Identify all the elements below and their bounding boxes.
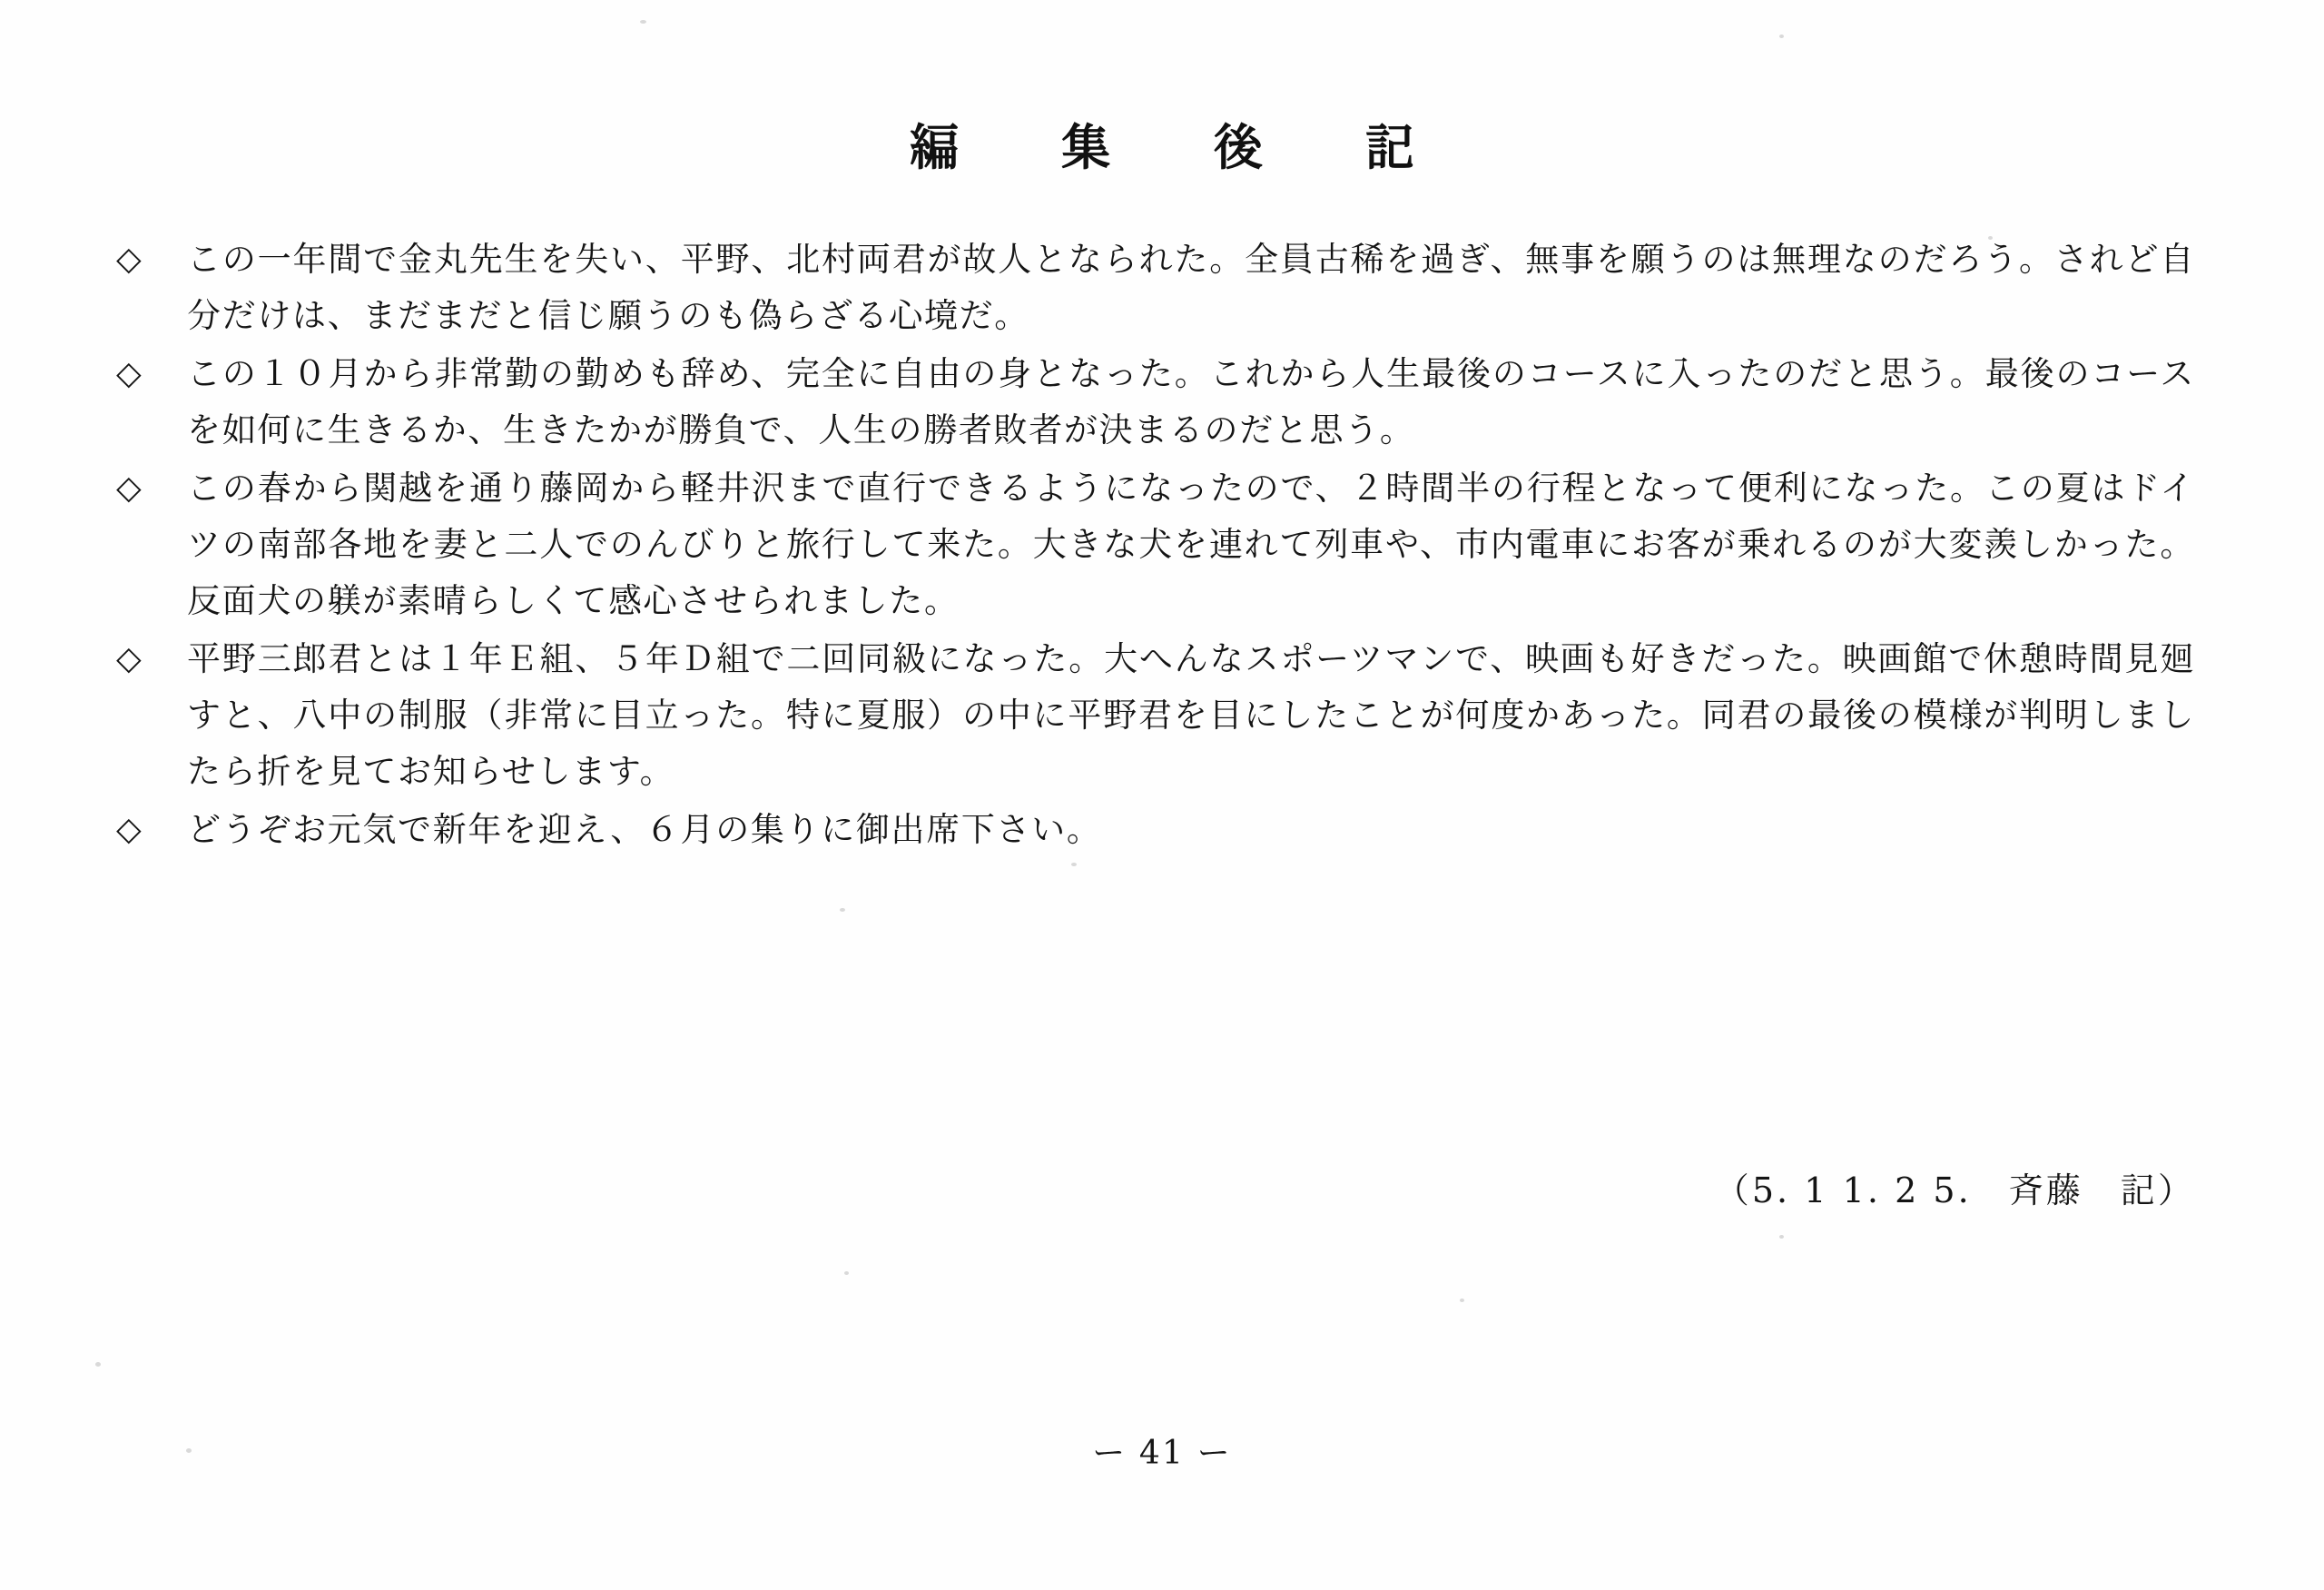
- diamond-bullet-icon: ◇: [116, 241, 143, 278]
- paragraph: [116, 346, 2195, 459]
- paragraph-text: この一年間で金丸先生を失い、平野、北村両君が故人となられた。全員古稀を過ぎ、無事を願うのは無理なのだろう。されど自分だけは、まだまだと信じ願うのも偽らざる心境だ。: [187, 240, 2195, 335]
- paragraph: [116, 232, 2195, 344]
- scan-speckle: [844, 1271, 849, 1275]
- scan-speckle: [1460, 1299, 1464, 1302]
- page-title: 編 集 後 記: [909, 118, 1442, 176]
- scan-speckle: [95, 1362, 101, 1367]
- signature-line: （5. 1 1. 2 5. 斉藤 記）: [1714, 1170, 2195, 1210]
- document-body: [116, 232, 2195, 1210]
- paragraph: [116, 631, 2195, 800]
- paragraph-text: この１０月から非常勤の勤めも辞め、完全に自由の身となった。これから人生最後のコースに入ったのだと思う。最後のコースを如何に生きるか、生きたかが勝負で、人生の勝者敗者が決まるのだと思う。: [187, 354, 2195, 449]
- paragraph: [116, 460, 2195, 629]
- scan-speckle: [1779, 35, 1784, 38]
- diamond-bullet-icon: ◇: [116, 811, 143, 848]
- diamond-bullet-icon: ◇: [116, 640, 143, 677]
- diamond-bullet-icon: ◇: [116, 469, 143, 507]
- scan-speckle: [1071, 863, 1077, 866]
- paragraph-text: この春から関越を通り藤岡から軽井沢まで直行できるようになったので、２時間半の行程となって便利になった。この夏はドイツの南部各地を妻と二人でのんびりと旅行して来た。大きな犬を連れて列車や、市内電車にお客が乗れるのが大変羨しかった。反面犬の躾が素晴らしくて感心させられました。: [187, 469, 2195, 620]
- paragraph: [116, 802, 2195, 858]
- scan-speckle: [640, 20, 646, 24]
- diamond-bullet-icon: ◇: [116, 355, 143, 392]
- page-number: ー 41 ー: [1092, 1435, 1232, 1472]
- paragraph-text: どうぞお元気で新年を迎え、６月の集りに御出席下さい。: [187, 810, 1102, 849]
- scan-speckle: [840, 908, 845, 912]
- scan-speckle: [1779, 1235, 1784, 1239]
- paragraph-text: 平野三郎君とは１年Ｅ組、５年Ｄ組で二回同級になった。大へんなスポーツマンで、映画も好きだった。映画館で休憩時間見廻すと、八中の制服（非常に目立った。特に夏服）の中に平野君を目にしたことが何度かあった。同君の最後の模様が判明しましたら折を見てお知らせします。: [187, 639, 2195, 791]
